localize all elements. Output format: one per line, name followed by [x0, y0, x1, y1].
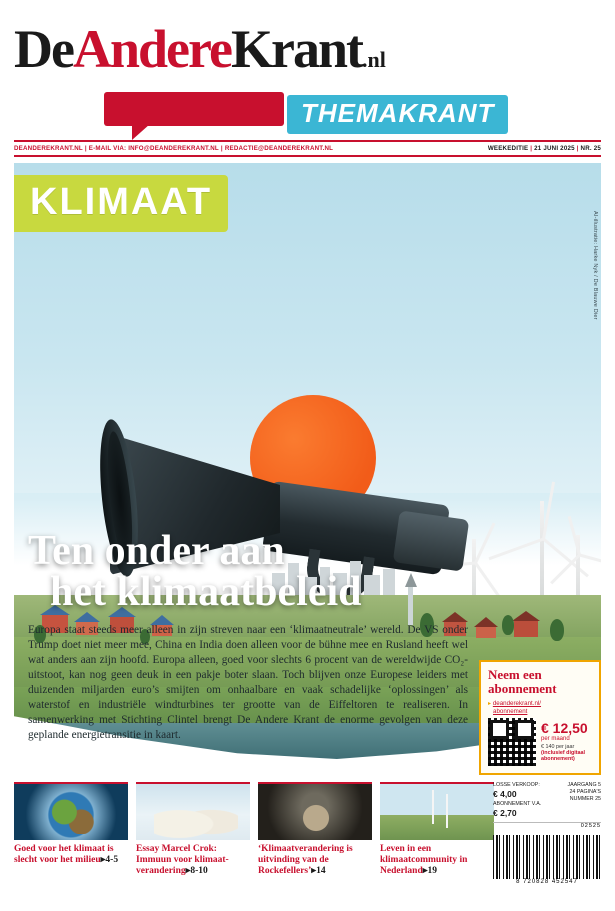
teaser-line-3: het milieu	[60, 855, 101, 866]
subscription-price-block	[541, 720, 599, 762]
subscription-url-line-2[interactable]: abonnement	[493, 708, 528, 716]
teaser-line-1: Goed voor het	[14, 844, 72, 854]
barcode-number: 8 720828 452547	[516, 879, 578, 886]
info-bar-left: DEANDEREKRANT.NL | E-MAIL VIA: INFO@DEANDEREKRANT.NL | REDACTIE@DEANDEREKRANT.NL	[14, 145, 334, 152]
teaser-line-2: is uitvinding van de	[258, 844, 353, 866]
losse-verkoop-price: € 4,00	[493, 789, 517, 800]
jaargang: JAARGANG 5	[567, 782, 601, 788]
teaser-line-3: Rockefellers’	[258, 866, 312, 877]
qr-code[interactable]	[488, 718, 536, 766]
barcode	[493, 835, 601, 879]
teaser-page: 19	[427, 866, 438, 877]
colophon-barcode-block	[493, 782, 601, 885]
arrow-icon: ▸	[422, 866, 428, 877]
masthead	[0, 0, 615, 140]
abonnement-label: ABONNEMENT V.A.	[493, 800, 542, 807]
teaser-line-3: verandering	[136, 866, 186, 877]
photo-credit: AI-illustratie: Harke Nyk / De Blauwe Dier	[592, 211, 598, 320]
arrow-icon: ▸	[185, 866, 191, 877]
subscription-url-line-1[interactable]: deanderekrant.nl/	[492, 700, 542, 708]
hero-category-label: KLIMAAT	[30, 181, 213, 223]
teaser-line-1: Leven in een	[380, 844, 432, 854]
logo-word-andere: Andere	[72, 19, 231, 79]
subscription-title	[488, 668, 592, 695]
pages-count: 24 PAGINA'S	[569, 789, 601, 796]
teaser-klimaat-milieu[interactable]	[14, 782, 128, 878]
arrow-icon: ▸	[100, 855, 106, 866]
teaser-page: 8-10	[190, 866, 208, 877]
email-redactie[interactable]: REDACTIE@DEANDEREKRANT.NL	[224, 145, 334, 152]
subscription-title-line-1: Neem een	[488, 667, 542, 682]
subscription-price-note: (inclusief digitaal abonnement)	[541, 750, 586, 762]
teaser-thumbnail[interactable]	[14, 782, 128, 840]
edition-number: NR. 25	[580, 145, 601, 152]
badge-word-krant: KRANT	[398, 98, 495, 128]
teaser-line-3: in Nederland	[380, 855, 468, 877]
teaser-caption[interactable]	[136, 844, 250, 878]
losse-verkoop-label: LOSSE VERKOOP:	[493, 782, 540, 788]
email-info[interactable]: E-MAIL VIA: INFO@DEANDEREKRANT.NL	[88, 145, 219, 152]
teaser-thumbnail[interactable]	[258, 782, 372, 840]
colophon-prices	[493, 782, 545, 819]
teaser-caption[interactable]	[258, 844, 372, 878]
teaser-line-1: Essay Marcel Crok:	[136, 844, 217, 854]
subscription-box[interactable]	[479, 660, 601, 775]
edition-label: WEEKEDITIE	[487, 145, 529, 152]
logo-word-de: De	[14, 19, 73, 79]
headline	[28, 528, 362, 616]
website-url[interactable]: DEANDEREKRANT.NL	[14, 145, 83, 152]
thema-krant-badge	[287, 95, 508, 134]
teaser-caption[interactable]	[380, 844, 494, 878]
subscription-link[interactable]	[488, 700, 592, 716]
teaser-klimaatcommunity[interactable]	[380, 782, 494, 878]
teaser-rockefellers[interactable]	[258, 782, 372, 878]
headline-line-2: het klimaatbeleid	[50, 569, 362, 616]
issue-number: NUMMER 25	[569, 796, 601, 803]
speech-bubble-shape	[104, 92, 284, 126]
teaser-page: 14	[316, 866, 326, 877]
colophon-meta	[493, 782, 601, 823]
hero-category-badge	[14, 175, 228, 232]
edition-date: 21 JUNI 2025	[534, 145, 575, 152]
teaser-thumbnail[interactable]	[136, 782, 250, 840]
subscription-price-period: per maand	[541, 736, 570, 742]
colophon-issue	[549, 782, 601, 819]
teaser-line-1: ‘Klimaatverandering	[258, 844, 345, 854]
teaser-line-2: klimaatcommunity	[380, 855, 458, 866]
arrow-icon: ▸	[488, 700, 492, 708]
info-bar-right: WEEKEDITIE | 21 JUNI 2025 | NR. 25	[487, 145, 601, 152]
lead-paragraph: Europa staat steeds meer alleen in zijn streven naar een ‘klimaatneutrale’ wereld. De VS onder Trump doet niet meer mee, China en India doen alleen voor de bühne mee en Rusland heeft wel wat anders aan zijn hoofd. Europa alleen, goed voor slechts 6 procent van de wereldwijde CO₂-uitstoot, kan nog geen deuk in een pakje boter slaan. Toch blijven onze Europese leiders met duizenden miljarden euro’s smijten om onhaalbare en vaak schadelijke ‘oplossingen’ als waterstof en industriële windturbines ter grootte van de Eiffeltoren te realiseren. In samenwerking met Stichting Clintel brengt De Andere Krant de enorme gevolgen van deze geplande energietransitie in kaart.	[28, 624, 468, 741]
logo-word-krant: Krant	[230, 19, 362, 79]
arrow-icon: ▸	[311, 866, 317, 877]
teaser-caption[interactable]	[14, 844, 128, 866]
issue-code: 02525	[580, 823, 601, 830]
teaser-row	[14, 782, 493, 878]
teaser-marcel-crok[interactable]	[136, 782, 250, 878]
teaser-thumbnail[interactable]	[380, 782, 494, 840]
teaser-page: 4-5	[105, 855, 119, 866]
abonnement-price: € 2,70	[493, 807, 517, 818]
teaser-line-2: klimaat is slecht voor	[14, 844, 114, 866]
subscription-title-line-2: abonnement	[488, 680, 557, 696]
info-bar	[14, 140, 601, 157]
headline-line-1: Ten onder aan	[28, 528, 285, 575]
newspaper-logo[interactable]	[14, 19, 601, 79]
badge-word-thema: THEMA	[301, 98, 399, 128]
subscription-price: € 12,50	[541, 720, 588, 736]
subscription-price-year: € 140 per jaar	[541, 744, 575, 750]
megaphone-back	[393, 510, 470, 571]
teaser-line-2: Immuun voor klimaat-	[136, 855, 229, 866]
logo-tld: .nl	[361, 47, 386, 72]
